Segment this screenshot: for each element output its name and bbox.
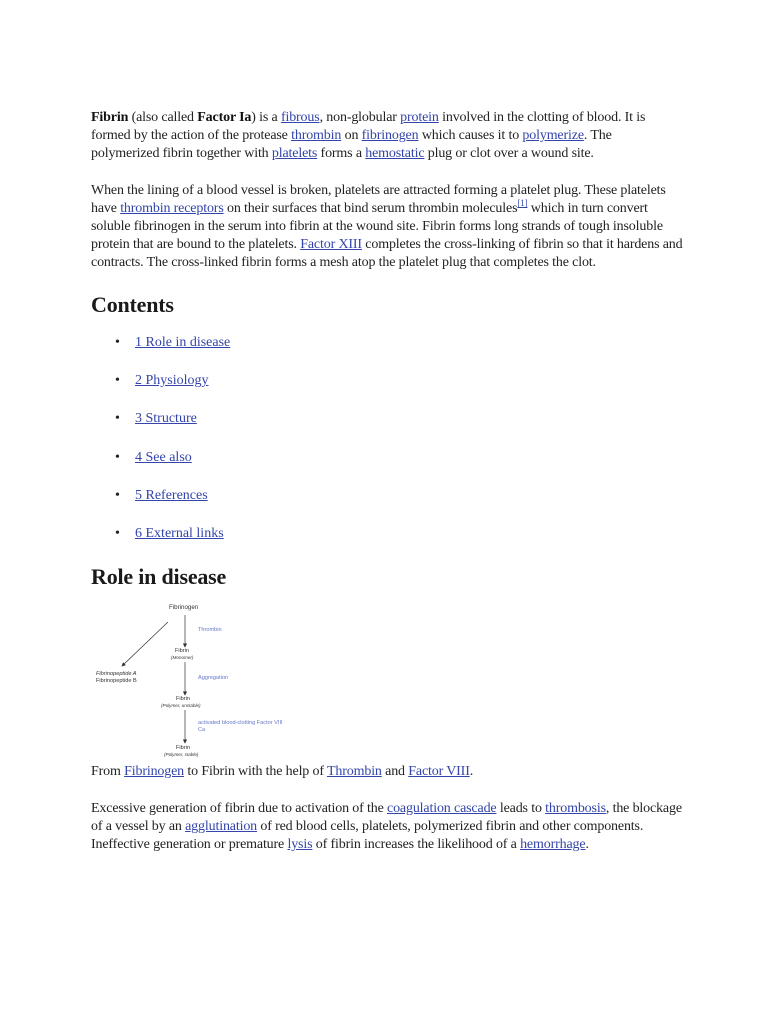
diagram-ca-label: Ca [198, 727, 206, 734]
reference-superscript [517, 198, 527, 208]
text-run: , non-globular [319, 110, 401, 125]
thrombin-link[interactable]: Thrombin [326, 764, 382, 780]
toc-link-1-role-in-disease[interactable]: 1 Role in disease [135, 334, 231, 350]
hemostatic-link[interactable]: hemostatic [365, 146, 425, 162]
polymerize-link[interactable]: polymerize [522, 128, 584, 144]
fibrin-formation-diagram [91, 603, 321, 763]
text-run: . [585, 837, 589, 853]
diagram-aggregation-label: Aggregation [198, 675, 229, 682]
role-in-disease-heading: Role in disease [91, 564, 227, 590]
agglutination-link[interactable]: agglutination [185, 818, 258, 834]
text-run: to Fibrin with the help of [184, 764, 327, 780]
bullet-icon: • [115, 487, 120, 503]
protein-link[interactable]: protein [400, 110, 439, 125]
text-run: forms a [317, 146, 366, 162]
coagulation-cascade-link[interactable]: coagulation cascade [387, 800, 497, 816]
bullet-icon: • [115, 372, 120, 388]
diagram-factor-viii-label: activated blood-clotting Factor VIII [198, 720, 283, 727]
text-run: ) is a [251, 110, 281, 125]
hemorrhage-link[interactable]: hemorrhage [520, 837, 586, 853]
toc-item [91, 525, 683, 563]
text-run: . The polymerized fibrin together with [91, 128, 612, 162]
text-run: When the lining of a blood vessel is broken, platelets are attracted forming a platelet plug. These platelets have [91, 182, 666, 216]
text-run: completes the cross-linking of fibrin so that it hardens and contracts. The cross-linked fibrin forms a mesh atop the platelet plug that completes the clot. [91, 237, 683, 271]
toc-item [91, 372, 683, 410]
factor-ia-term: Factor Ia [197, 110, 252, 125]
toc-item [91, 487, 683, 525]
diagram-thrombin-label: Thrombin [198, 627, 222, 634]
text-run: on their surfaces that bind serum thrombin molecules [223, 200, 518, 216]
bullet-icon: • [115, 526, 120, 542]
disease-paragraph [91, 800, 683, 855]
factor-xiii-link[interactable]: Factor XIII [300, 237, 362, 253]
thrombin-link[interactable]: thrombin [291, 128, 342, 144]
lysis-link[interactable]: lysis [287, 837, 313, 853]
platelets-link[interactable]: platelets [271, 146, 318, 162]
text-run: (also called [128, 110, 198, 125]
text-run: which in turn convert soluble fibrinogen in the serum into fibrin at the wound site. Fibrin forms long strands of tough insoluble protein that are bound to the platelets. [91, 200, 663, 253]
thrombin-receptors-link[interactable]: thrombin receptors [120, 200, 224, 216]
text-run: on [341, 128, 362, 144]
diagram-fibrinogen-label: Fibrinogen [169, 604, 199, 612]
diagram-monomer-note: (Monomer) [171, 655, 194, 661]
fibrinogen-link[interactable]: fibrinogen [361, 128, 419, 144]
diagram-fibrinopeptide-b-label: Fibrinopeptide B [96, 678, 137, 685]
toc-item [91, 449, 683, 487]
bullet-icon: • [115, 334, 120, 350]
intro-paragraph [91, 109, 683, 164]
diagram-fibrin-stable-label: Fibrin [176, 745, 190, 752]
text-run: leads to [496, 800, 546, 816]
toc-link-4-see-also[interactable]: 4 See also [135, 449, 192, 465]
text-run: of fibrin increases the likelihood of a [312, 837, 521, 853]
fibrinogen-link[interactable]: Fibrinogen [124, 764, 185, 780]
diagram-arrow-fibrinopeptides [122, 622, 168, 666]
toc-link-3-structure[interactable]: 3 Structure [135, 411, 197, 427]
table-of-contents [91, 334, 683, 564]
toc-link-6-external-links[interactable]: 6 External links [135, 526, 224, 542]
reference-link[interactable]: [1] [517, 197, 528, 208]
text-run: involved in the clotting of blood. It is formed by the action of the protease [91, 110, 646, 144]
text-run: . [469, 764, 474, 780]
bullet-icon: • [115, 449, 120, 465]
fibrin-term: Fibrin [91, 110, 129, 125]
article-body [91, 109, 683, 854]
diagram-caption [91, 763, 683, 781]
text-run: of red blood cells, platelets, polymerized fibrin and other components. Ineffective generation or premature [91, 818, 644, 853]
toc-item [91, 334, 683, 372]
toc-link-5-references[interactable]: 5 References [135, 487, 208, 503]
fibrous-link[interactable]: fibrous [280, 110, 320, 125]
thrombosis-link[interactable]: thrombosis [545, 800, 606, 816]
diagram-unstable-note: (Polymer, unstable) [161, 703, 201, 709]
diagram-fibrin-monomer-label: Fibrin [175, 648, 189, 655]
clotting-paragraph [91, 182, 683, 273]
diagram-fibrin-unstable-label: Fibrin [176, 696, 190, 703]
bullet-icon: • [115, 411, 120, 427]
text-run: plug or clot over a wound site. [424, 146, 594, 162]
text-run: Excessive generation of fibrin due to activation of the [91, 800, 387, 816]
text-run: and [381, 764, 409, 780]
text-run: From [91, 764, 125, 780]
toc-link-2-physiology[interactable]: 2 Physiology [135, 372, 209, 388]
toc-item [91, 410, 683, 448]
text-run: which causes it to [418, 128, 523, 144]
text-run: , the blockage of a vessel by an [91, 800, 682, 834]
factor-viii-link[interactable]: Factor VIII [408, 764, 470, 780]
diagram-fibrinopeptide-a-label: Fibrinopeptide A [96, 671, 137, 678]
diagram-stable-note: (Polymer, stable) [164, 752, 199, 758]
contents-heading: Contents [91, 291, 174, 317]
